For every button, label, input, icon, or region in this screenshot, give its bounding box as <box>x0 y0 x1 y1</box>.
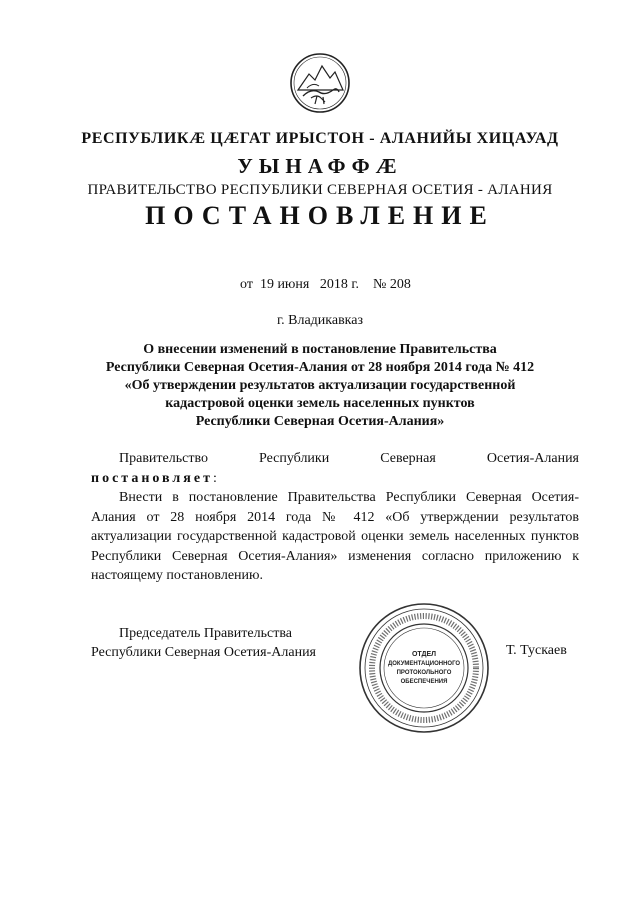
document-city: г. Владикавказ <box>276 313 364 328</box>
stamp-text-line: ПРОТОКОЛЬНОГО <box>396 670 452 676</box>
document-title <box>0 341 640 431</box>
title-line: Республики Северная Осетия-Алания» <box>195 414 445 429</box>
header-ossetian-decree: УЫНАФФÆ <box>237 154 403 178</box>
title-line: «Об утверждении результатов актуализации государственной <box>124 378 516 393</box>
decree-colon: : <box>212 470 217 486</box>
header-russian-government: ПРАВИТЕЛЬСТВО РЕСПУБЛИКИ СЕВЕРНАЯ ОСЕТИЯ - АЛАНИЯ <box>87 182 553 198</box>
intro-line <box>91 449 579 469</box>
coat-of-arms-emblem <box>289 52 351 114</box>
title-line: О внесении изменений в постановление Правительства <box>143 342 497 357</box>
body-paragraph: Внести в постановление Правительства Республики Северная Осетия-Алания от 28 ноября 2014 года № 412 «Об утверждении результатов актуализации государственной кадастровой оценки земель населенных пунктов Республики Северная Осетия-Алания» изменения согласно приложению к настоящему постановлению. <box>91 490 579 583</box>
document-body <box>91 449 579 586</box>
header-ossetian-government: РЕСПУБЛИКÆ ЦÆГАТ ИРЫСТОН - АЛАНИЙЫ ХИЦАУАД <box>81 130 559 147</box>
signatory-position <box>91 624 316 662</box>
stamp-text-line: ДОКУМЕНТАЦИОННОГО <box>387 661 461 667</box>
title-line: Республики Северная Осетия-Алания от 28 ноября 2014 года № 412 <box>105 360 535 375</box>
document-year: 2018 г. <box>319 277 359 292</box>
title-line: кадастровой оценки земель населенных пунктов <box>165 396 475 411</box>
header-russian-decree: ПОСТАНОВЛЕНИЕ <box>145 201 495 230</box>
intro-word: Правительство <box>119 451 208 466</box>
document-date-number <box>240 277 411 293</box>
stamp-text-line: ОТДЕЛ <box>411 651 437 658</box>
position-line: Республики Северная Осетия-Алания <box>91 645 316 660</box>
decree-word: постановляет <box>91 470 213 486</box>
signatory-name: Т. Тускаев <box>506 643 567 658</box>
position-line: Председатель Правительства <box>119 626 292 641</box>
document-date: 19 июня <box>259 277 310 292</box>
date-prefix: от <box>240 277 253 292</box>
intro-word: Северная <box>380 451 436 466</box>
document-number: № 208 <box>373 277 411 292</box>
intro-word: Осетия-Алания <box>486 451 579 466</box>
decree-line <box>91 469 579 489</box>
intro-word: Республики <box>258 451 330 466</box>
official-stamp <box>356 600 492 736</box>
stamp-text-line: ОБЕСПЕЧЕНИЯ <box>400 679 448 685</box>
